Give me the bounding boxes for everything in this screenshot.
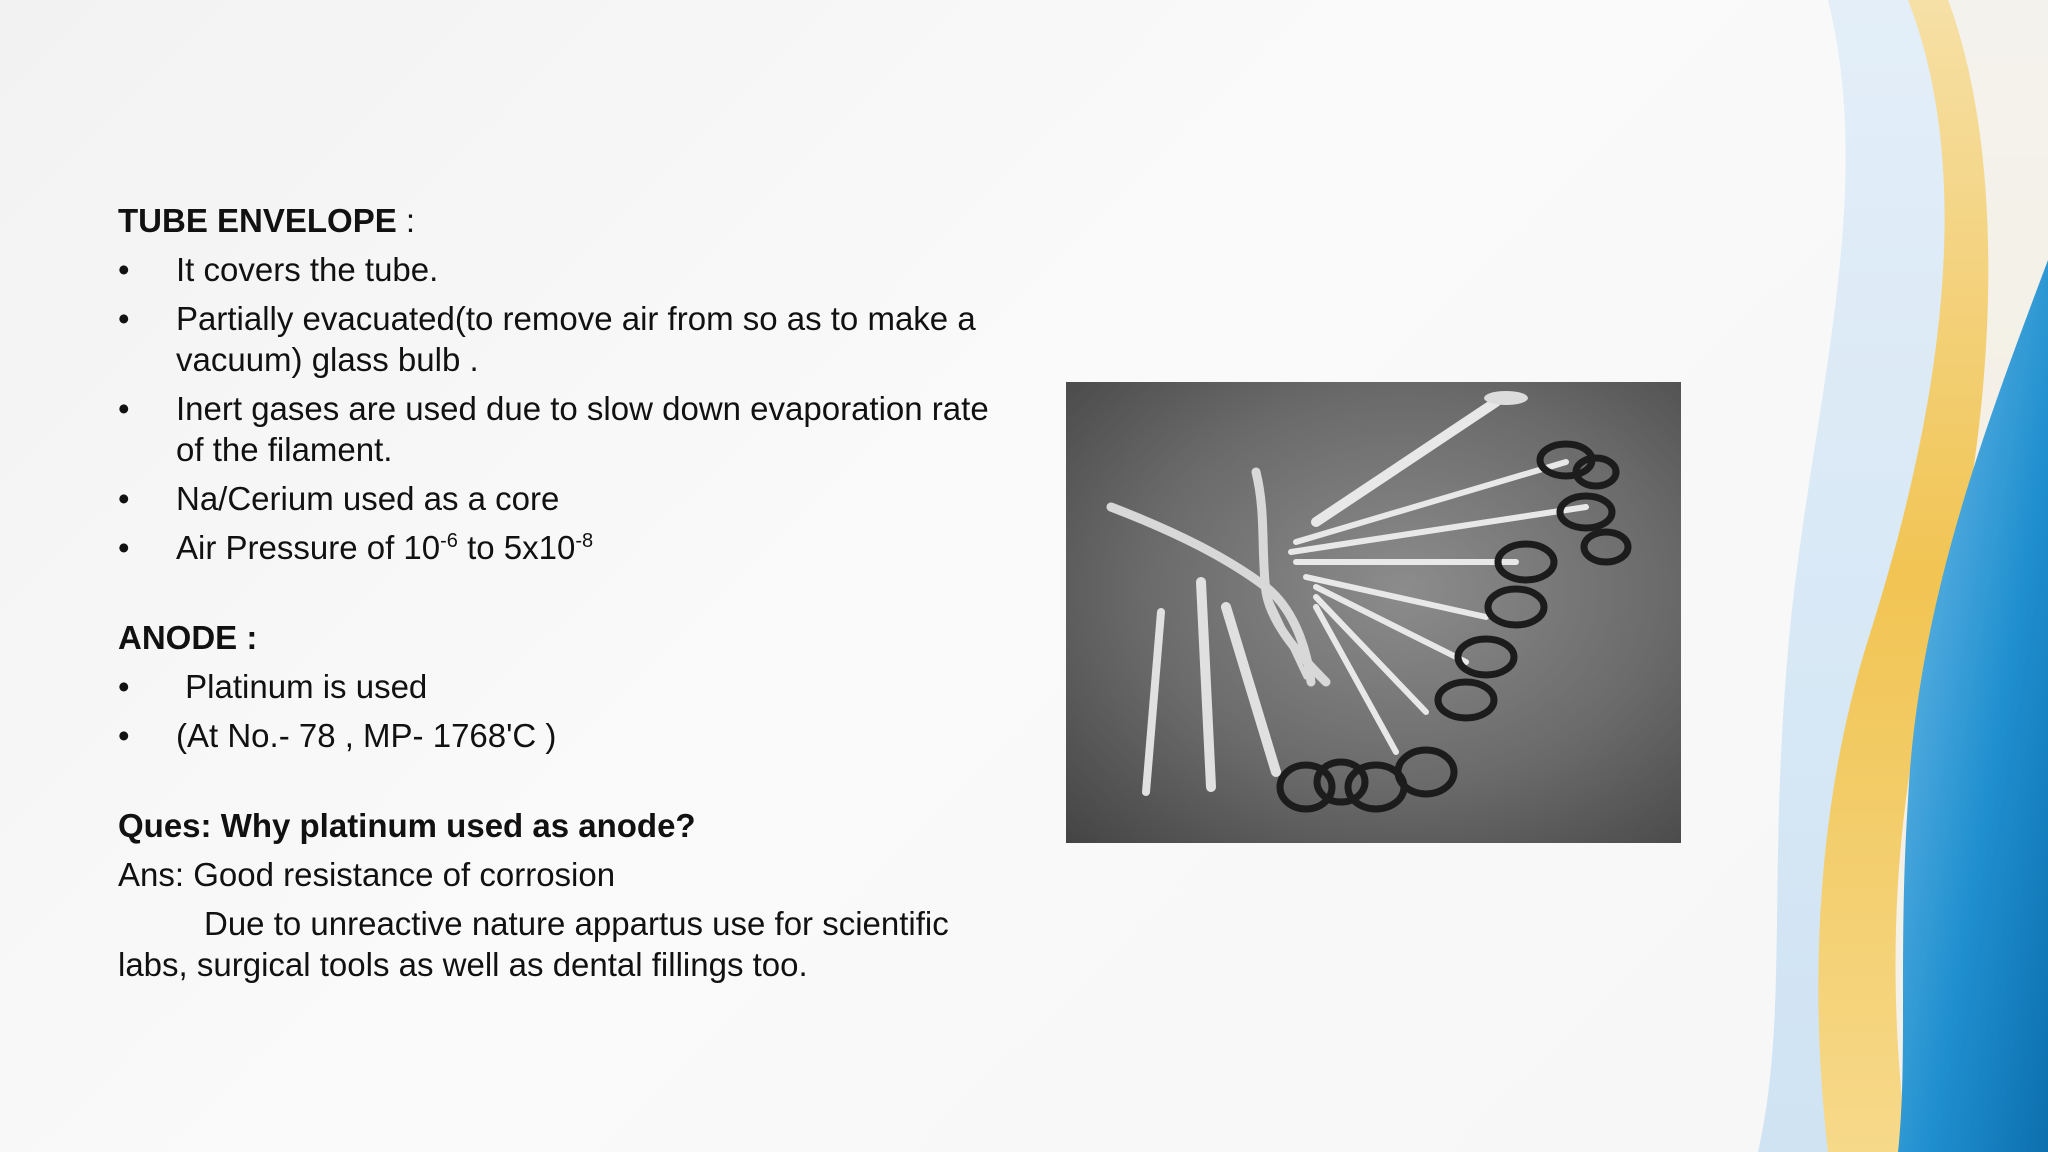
list-item-text: Partially evacuated(to remove air from so as to make a vacuum) glass bulb . <box>176 300 976 378</box>
bullet-icon: • <box>118 300 130 337</box>
bullet-icon: • <box>118 668 130 705</box>
bullet-icon: • <box>118 251 130 288</box>
surgical-tools-image <box>1066 382 1681 843</box>
anode-heading: ANODE : <box>118 619 258 656</box>
tube-envelope-list <box>118 249 998 568</box>
list-item-text: Platinum is used <box>176 668 428 705</box>
pressure-exponent-2: -8 <box>575 530 594 552</box>
bullet-icon: • <box>118 717 130 754</box>
list-item <box>118 298 998 380</box>
list-item <box>118 715 998 756</box>
list-item-text: Inert gases are used due to slow down evaporation rate of the filament. <box>176 390 989 468</box>
anode-list <box>118 666 998 756</box>
list-item <box>118 249 998 290</box>
bullet-icon: • <box>118 529 130 566</box>
list-item-air-pressure <box>118 527 998 568</box>
list-item <box>118 478 998 519</box>
list-item <box>118 666 998 707</box>
question-text: Ques: Why platinum used as anode? <box>118 807 696 844</box>
list-item-text: (At No.- 78 , MP- 1768'C ) <box>176 717 557 754</box>
slide-content <box>118 200 998 985</box>
answer-text: Ans: Good resistance of corrosion <box>118 856 616 893</box>
tube-envelope-heading <box>118 200 998 241</box>
list-item-text: It covers the tube. <box>176 251 439 288</box>
answer-detail-text: Due to unreactive nature appartus use for scientific labs, surgical tools as well as dental fillings too. <box>118 905 949 983</box>
pressure-prefix: Air Pressure of 10 <box>176 529 441 566</box>
bullet-icon: • <box>118 480 130 517</box>
decorative-wave-graphic <box>1748 0 2048 1152</box>
list-item <box>118 388 998 470</box>
pressure-middle: to 5x10 <box>457 529 576 566</box>
heading-text: TUBE ENVELOPE <box>118 202 397 239</box>
list-item-text: Na/Cerium used as a core <box>176 480 560 517</box>
surgical-tools-illustration <box>1066 382 1681 843</box>
heading-colon: : <box>396 202 416 239</box>
pressure-exponent-1: -6 <box>440 530 458 552</box>
bullet-icon: • <box>118 390 130 427</box>
